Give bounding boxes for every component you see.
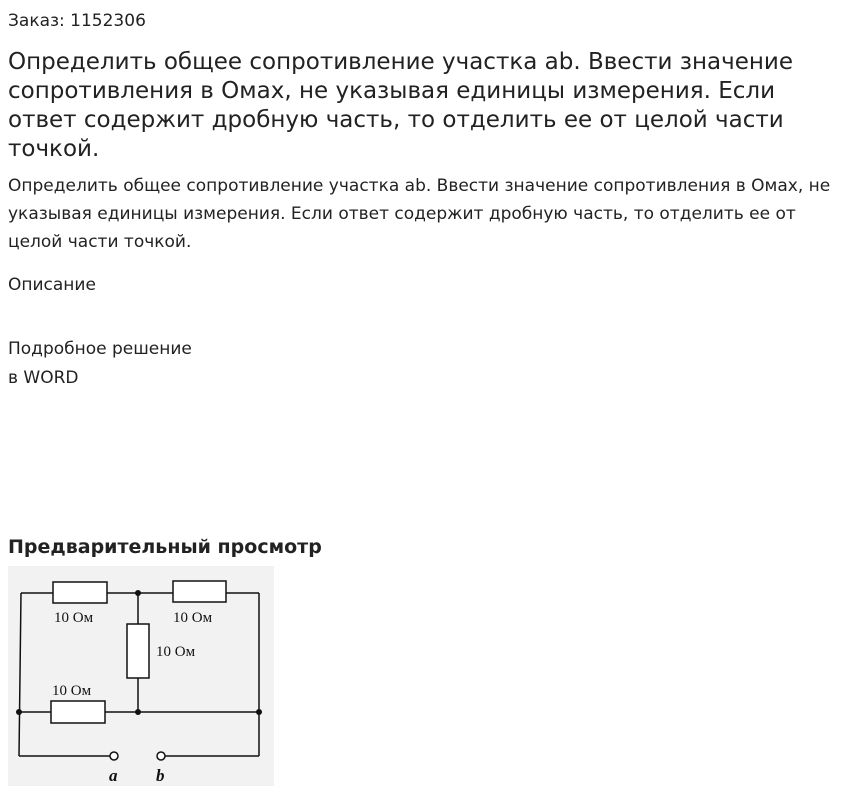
task-text: Определить общее сопротивление участка ab. Ввести значение сопротивления в Омах, не указывая единицы измерения. Если ответ содержит дробную часть, то отделить ее от целой части точкой.	[8, 176, 831, 252]
circuit-diagram	[8, 566, 274, 786]
resistor-label-top-right: 10 Ом	[173, 610, 213, 626]
resistor-top-right	[173, 581, 226, 602]
resistor-middle	[127, 624, 149, 678]
wire-left	[19, 593, 21, 756]
task-title: Определить общее сопротивление участка ab. Ввести значение сопротивления в Омах, не указывая единицы измерения. Если ответ содержит дробную часть, то отделить ее от целой части точкой.	[8, 49, 793, 162]
junction-top	[135, 590, 141, 596]
junction-left	[16, 709, 22, 715]
terminal-label-b: b	[156, 766, 165, 785]
terminal-b	[157, 752, 165, 760]
preview-heading: Предварительный просмотр	[8, 536, 322, 558]
description-body	[8, 335, 192, 393]
description-line-1: Подробное решение	[8, 339, 192, 359]
resistor-label-top-left: 10 Ом	[54, 610, 94, 626]
junction-middle	[135, 709, 141, 715]
resistor-label-middle: 10 Ом	[156, 644, 196, 660]
resistor-top-left	[53, 582, 107, 603]
resistor-bottom-left	[51, 701, 105, 723]
preview-image	[8, 566, 274, 786]
terminal-label-a: a	[109, 766, 118, 785]
terminal-a	[110, 752, 118, 760]
junction-right	[256, 709, 262, 715]
description-line-2: в WORD	[8, 368, 79, 388]
resistor-label-bottom-left: 10 Ом	[52, 683, 92, 699]
description-label: Описание	[8, 275, 96, 295]
order-number: Заказ: 1152306	[8, 11, 146, 31]
